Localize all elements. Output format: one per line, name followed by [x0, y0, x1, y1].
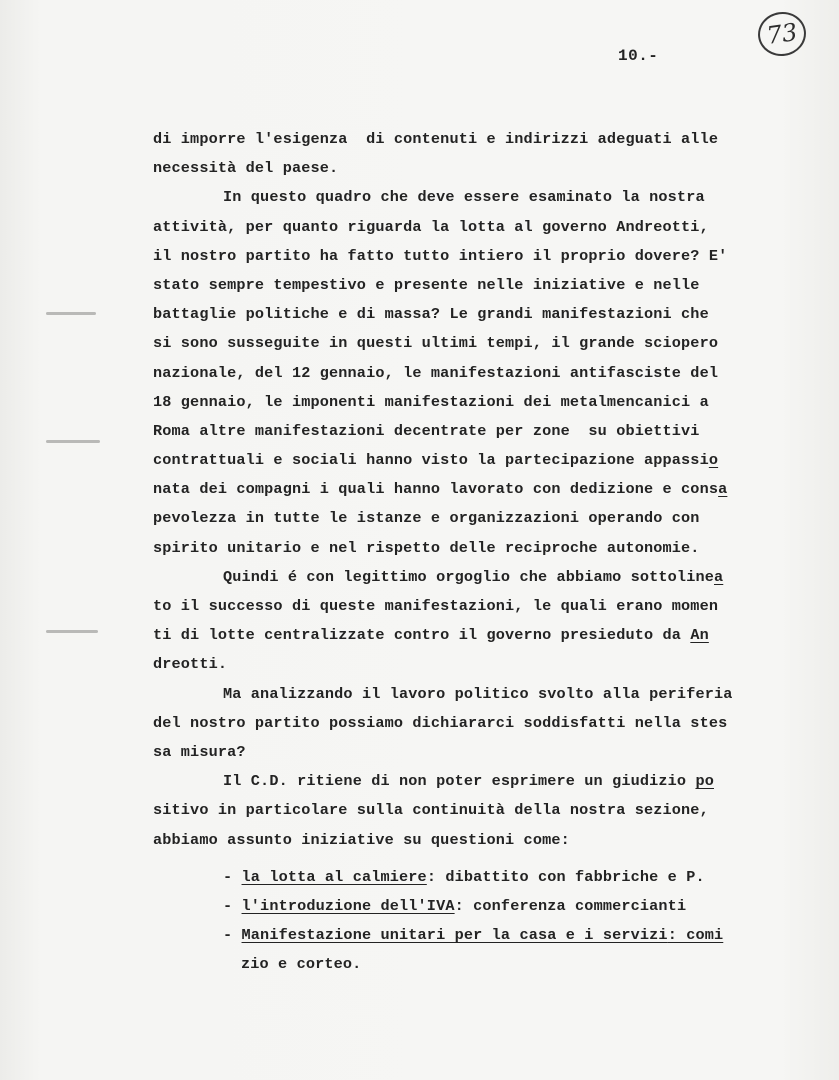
text-line: battaglie politiche e di massa? Le grandi manifestazioni che: [153, 305, 709, 324]
text-line: [153, 563, 793, 592]
hyphenation-mark: o: [708, 451, 719, 470]
text-segment: Il C.D. ritiene di non poter esprimere un giudizio: [223, 772, 696, 791]
text-line: In questo quadro che deve essere esaminato la nostra: [223, 188, 705, 207]
margin-mark: [46, 312, 96, 315]
text-line: Roma altre manifestazioni decentrate per zone su obiettivi: [153, 421, 700, 440]
list-detail: : comi: [667, 926, 724, 945]
margin-mark: [46, 440, 100, 443]
text-line: sitivo in particolare sulla continuità della nostra sezione,: [153, 801, 709, 820]
text-segment: Quindi é con legittimo orgoglio che abbiamo sottoline: [223, 567, 714, 586]
text-segment: contrattuali e sociali hanno visto la partecipazione appassi: [153, 451, 709, 470]
text-line: stato sempre tempestivo e presente nelle iniziative e nelle: [153, 275, 700, 294]
text-line: [153, 475, 793, 504]
list-item: [153, 921, 793, 950]
list-item: [153, 863, 793, 892]
text-segment: nata dei compagni i quali hanno lavorato con dedizione e cons: [153, 480, 719, 499]
text-line: del nostro partito possiamo dichiararci soddisfatti nella stes: [153, 713, 728, 732]
text-line: to il successo di queste manifestazioni, le quali erano momen: [153, 597, 719, 615]
margin-mark: [46, 630, 98, 633]
text-line: pevolezza in tutte le istanze e organizzazioni operando con: [153, 509, 700, 528]
text-line: dreotti.: [153, 655, 228, 674]
text-line: spirito unitario e nel rispetto delle reciproche autonomie.: [153, 538, 700, 557]
typed-body-text: [153, 125, 793, 979]
text-line: sa misura?: [153, 742, 246, 761]
hyphenation-mark: po: [695, 772, 714, 791]
list-topic: Manifestazione unitari per la casa e i servizi: [241, 926, 668, 945]
text-line: attività, per quanto riguarda la lotta al governo Andreotti,: [153, 217, 709, 236]
text-line: [153, 767, 793, 796]
page-number: 10.-: [618, 47, 659, 65]
hyphenation-mark: a: [718, 480, 728, 499]
hyphenation-mark: a: [714, 567, 724, 586]
text-line: [153, 621, 793, 650]
list-item: [153, 892, 793, 921]
list-detail: : conferenza commercianti: [454, 896, 687, 915]
text-line: si sono susseguite in questi ultimi tempi, il grande sciopero: [153, 334, 719, 353]
list-detail: : dibattito con fabbriche e P.: [426, 867, 705, 886]
text-line: [153, 446, 793, 475]
list-topic: la lotta al calmiere: [241, 867, 427, 886]
archive-page-stamp: 73: [755, 9, 809, 59]
text-line: Ma analizzando il lavoro politico svolto alla periferia: [223, 684, 733, 703]
hyphenation-mark: An: [690, 626, 709, 645]
text-line: necessità del paese.: [153, 159, 339, 178]
text-segment: ti di lotte centralizzate contro il governo presieduto da: [153, 626, 691, 645]
text-line: di imporre l'esigenza di contenuti e indirizzi adeguati alle: [153, 130, 719, 148]
list-dash: -: [223, 926, 242, 945]
list-dash: -: [223, 896, 242, 915]
list-dash: -: [223, 867, 242, 886]
text-line: 18 gennaio, le imponenti manifestazioni dei metalmencanici a: [153, 392, 709, 411]
text-line: abbiamo assunto iniziative su questioni come:: [153, 830, 570, 849]
text-line: nazionale, del 12 gennaio, le manifestazioni antifasciste del: [153, 363, 719, 382]
list-item-continuation: zio e corteo.: [241, 955, 362, 974]
text-line: il nostro partito ha fatto tutto intiero il proprio dovere? E': [153, 246, 728, 265]
list-topic: l'introduzione dell'IVA: [241, 896, 455, 915]
